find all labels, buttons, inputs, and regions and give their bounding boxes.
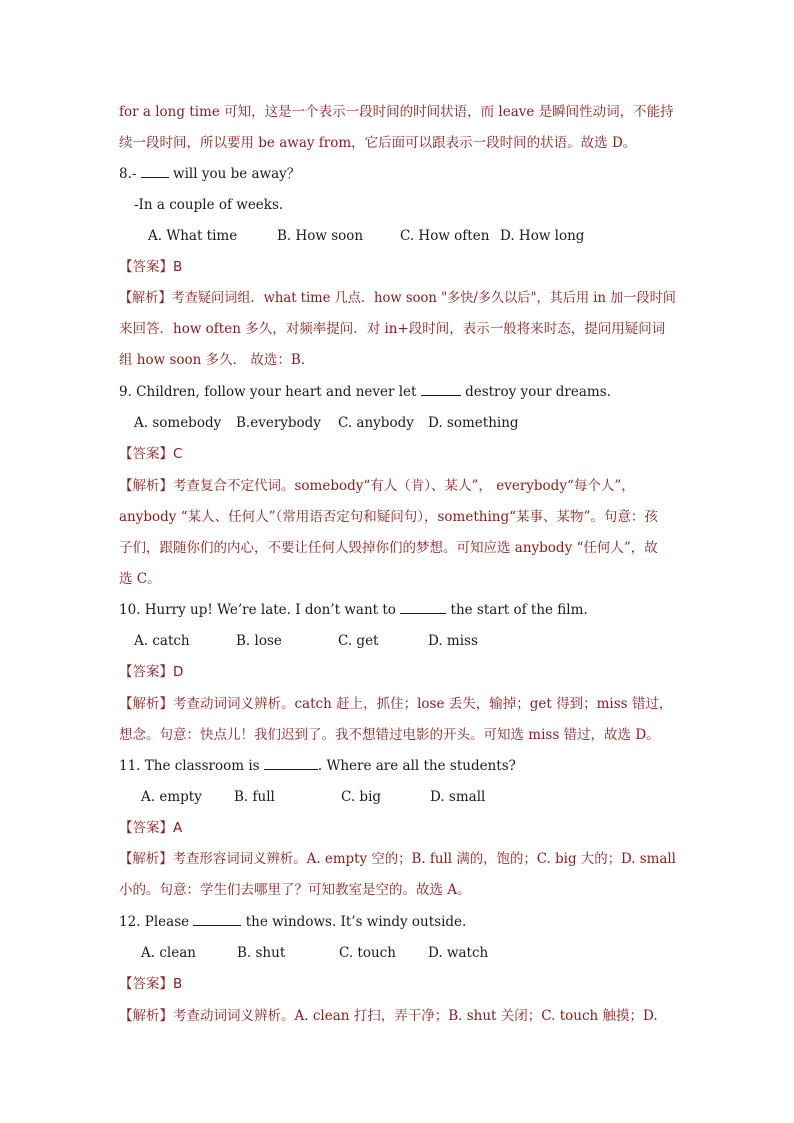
q9-option-d: D. something — [428, 415, 519, 431]
q9-explanation-line-4: 选 C。 — [119, 571, 161, 587]
q11-answer — [119, 818, 182, 838]
q11-option-a: A. empty — [141, 789, 202, 805]
q12-option-a: A. clean — [141, 945, 196, 961]
q9-answer-tag: 【答案】 — [119, 446, 173, 462]
q8-explanation-line-2: 来回答．how often 多久，对频率提问．对 in+段时间，表示一般将来时态，提问用疑问词 — [119, 321, 666, 337]
q7-explanation-line-2: 续一段时间，所以要用 be away from，它后面可以跟表示一段时间的状语。故选 D。 — [119, 135, 637, 151]
q12-stem — [119, 912, 466, 932]
q9-option-b: B.everybody — [236, 415, 321, 431]
q11-explanation-line-1 — [119, 849, 676, 869]
q10-stem — [119, 600, 588, 620]
q8-option-c: C. How often — [400, 228, 490, 244]
q11-option-b: B. full — [234, 789, 275, 805]
q10-option-a: A. catch — [134, 633, 190, 649]
q9-explanation-text: 考查复合不定代词。somebody“有人（肯）、某人”， everybody“每个人”， — [173, 478, 635, 494]
q9-explanation-line-1 — [119, 476, 635, 496]
q8-option-a: A. What time — [148, 228, 238, 244]
q10-stem-prefix: 10. Hurry up! We’re late. I don’t want to — [119, 602, 396, 618]
q12-stem-prefix: 12. Please — [119, 914, 190, 930]
q12-option-d: D. watch — [428, 945, 489, 961]
q8-option-d: D. How long — [500, 228, 585, 244]
q9-explanation-line-3: 子们，跟随你们的内心，不要让任何人毁掉你们的梦想。可知应选 anybody “任何人”，故 — [119, 540, 658, 556]
q12-answer-value: B — [173, 976, 183, 992]
q12-answer — [119, 974, 182, 994]
q9-answer — [119, 444, 182, 464]
q10-stem-suffix: the start of the film. — [450, 602, 588, 618]
q8-answer-value: B — [173, 259, 183, 275]
q9-stem-prefix: 9. Children, follow your heart and never let — [119, 384, 417, 400]
q8-explanation-line-3: 组 how soon 多久． 故选：B． — [119, 352, 315, 368]
q11-option-d: D. small — [430, 789, 486, 805]
q12-explanation-tag: 【解析】 — [119, 1008, 173, 1024]
q11-option-c: C. big — [341, 789, 382, 805]
q8-reply: -In a couple of weeks. — [134, 197, 284, 213]
q10-option-d: D. miss — [428, 633, 478, 649]
q11-explanation-tag: 【解析】 — [119, 851, 173, 867]
q8-explanation-line-1 — [119, 288, 676, 308]
q10-answer-blank — [400, 601, 446, 614]
q7-explanation-line-1: for a long time 可知，这是一个表示一段时间的时间状语，而 leave 是瞬间性动词，不能持 — [119, 104, 674, 120]
q8-option-b: B. How soon — [277, 228, 364, 244]
q11-answer-value: A — [173, 820, 183, 836]
q9-option-c: C. anybody — [338, 415, 414, 431]
q9-explanation-tag: 【解析】 — [119, 478, 173, 494]
q10-explanation-tag: 【解析】 — [119, 696, 173, 712]
q12-answer-tag: 【答案】 — [119, 976, 173, 992]
q10-option-c: C. get — [338, 633, 379, 649]
q12-explanation-line-1 — [119, 1006, 658, 1026]
q11-answer-blank — [264, 757, 318, 770]
q9-stem-suffix: destroy your dreams. — [465, 384, 611, 400]
q9-answer-value: C — [173, 446, 183, 462]
q10-explanation-line-2: 想念。句意：快点儿！我们迟到了。我不想错过电影的开头。可知选 miss 错过，故选 D。 — [119, 727, 660, 743]
q8-stem-prefix: 8.- — [119, 166, 137, 182]
q10-answer — [119, 662, 183, 682]
q9-explanation-line-2: anybody “某人、任何人”（常用语否定句和疑问句），something“某事、某物”。句意：孩 — [119, 509, 658, 525]
q8-answer-tag: 【答案】 — [119, 259, 173, 275]
q11-explanation-line-2: 小的。句意：学生们去哪里了？可知教室是空的。故选 A。 — [119, 882, 471, 898]
q8-explanation-tag: 【解析】 — [119, 290, 172, 306]
q8-stem-suffix: will you be away？ — [173, 166, 301, 182]
q11-stem — [119, 756, 516, 776]
q11-stem-prefix: 11. The classroom is — [119, 758, 260, 774]
q12-answer-blank — [193, 913, 241, 926]
q12-explanation-text: 考查动词词义辨析。A. clean 打扫，弄干净；B. shut 关闭；C. touch 触摸；D. — [173, 1008, 658, 1024]
q11-stem-suffix: . Where are all the students? — [317, 758, 516, 774]
q8-answer-blank — [141, 165, 169, 178]
q9-option-a: A. somebody — [134, 415, 222, 431]
q8-answer — [119, 257, 182, 277]
q12-option-b: B. shut — [237, 945, 286, 961]
q9-stem — [119, 382, 611, 402]
q11-explanation-text: 考查形容词词义辨析。A. empty 空的；B. full 满的，饱的；C. big 大的；D. small — [172, 851, 676, 867]
q12-stem-suffix: the windows. It’s windy outside. — [245, 914, 467, 930]
q10-explanation-line-1 — [119, 694, 672, 714]
q10-answer-value: D — [173, 664, 184, 680]
q8-explanation-text: 考查疑问词组．what time 几点．how soon "多快/多久以后"，其后用 in 加一段时间 — [171, 290, 676, 306]
q11-answer-tag: 【答案】 — [119, 820, 173, 836]
q8-stem — [119, 164, 300, 184]
q9-answer-blank — [421, 383, 461, 396]
q10-answer-tag: 【答案】 — [119, 664, 173, 680]
q10-explanation-text: 考查动词词义辨析。catch 赶上，抓住；lose 丢失，输掉；get 得到；miss 错过， — [173, 696, 673, 712]
q12-option-c: C. touch — [339, 945, 396, 961]
q10-option-b: B. lose — [236, 633, 282, 649]
